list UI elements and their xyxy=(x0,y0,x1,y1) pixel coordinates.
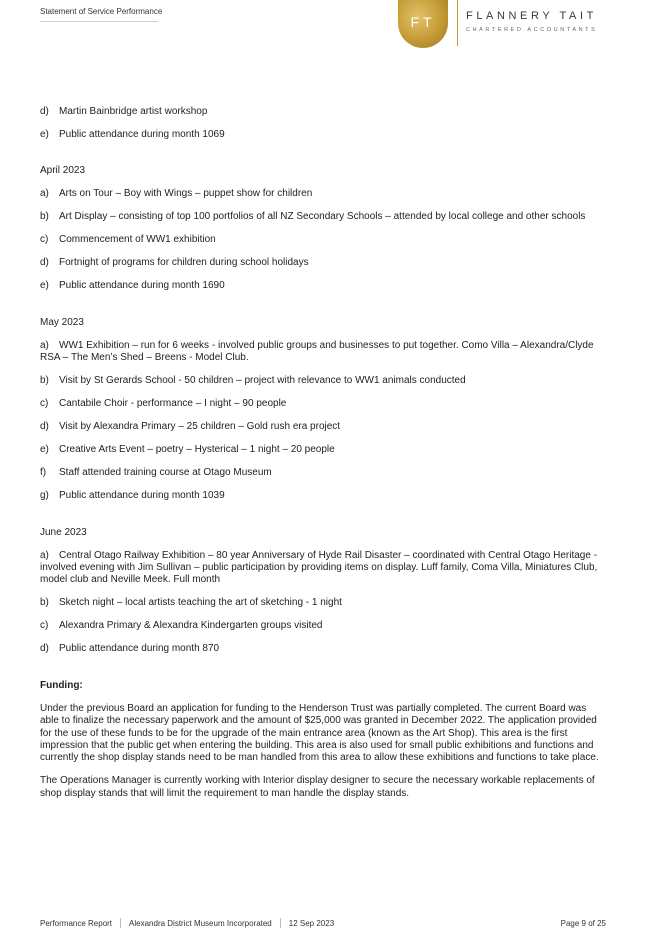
footer-organisation: Alexandra District Museum Incorporated xyxy=(129,918,272,928)
header-divider xyxy=(40,21,158,22)
list-item: d) Visit by Alexandra Primary – 25 children – Gold rush era project xyxy=(40,421,341,433)
list-item: a) Central Otago Railway Exhibition – 80 year Anniversary of Hyde Rail Disaster – coordinated with Central Otago Heritage - involved evening with Jim Sullivan – public participation by providing items on display. Luff family, Coma Villa, Miniatures Club, model club and Neville Meek. Full month xyxy=(40,549,598,586)
list-item: b) Art Display – consisting of top 100 portfolios of all NZ Secondary Schools – attended by local college and other schools xyxy=(40,211,586,223)
list-item: e) Creative Arts Event – poetry – Hysterical – 1 night – 20 people xyxy=(40,444,335,456)
list-item: c) Commencement of WW1 exhibition xyxy=(40,234,216,246)
funding-paragraph: Under the previous Board an application for funding to the Henderson Trust was partially completed. The current Board was able to finalize the necessary paperwork and the amount of $25,000 was granted in December 2022. The application provided for the use of these funds to be for the upgrade of the main entrance area (known as the Art Shop). This area is the first impression that the public get when entering the building. This area is also used for small public exhibitions and functions and currently the shop display stands need to be man handled from this area to allow these exhibitions and functions to take place. xyxy=(40,702,599,764)
list-item: a) WW1 Exhibition – run for 6 weeks - involved public groups and businesses to put together. Como Villa – Alexandra/Clyde RSA – The Men’s Shed – Breens - Model Club. xyxy=(40,339,594,364)
list-item: d) Public attendance during month 870 xyxy=(40,643,220,655)
month-heading: April 2023 xyxy=(40,165,86,177)
list-item: d) Fortnight of programs for children during school holidays xyxy=(40,257,309,269)
footer-date: 12 Sep 2023 xyxy=(288,918,335,928)
month-heading: May 2023 xyxy=(40,316,84,328)
list-item: e) Public attendance during month 1069 xyxy=(40,129,225,140)
logo-divider xyxy=(457,0,458,46)
list-item: b) Sketch night – local artists teaching the art of sketching - 1 night xyxy=(40,597,342,609)
footer-report: Performance Report xyxy=(40,918,113,928)
list-item: c) Cantabile Choir - performance – I night – 90 people xyxy=(40,398,287,410)
month-heading: June 2023 xyxy=(40,526,87,538)
list-item: b) Visit by St Gerards School - 50 children – project with relevance to WW1 animals conducted xyxy=(40,375,466,387)
logo-emblem: FT xyxy=(398,0,448,48)
funding-heading: Funding: xyxy=(40,679,83,691)
funding-paragraph: The Operations Manager is currently working with Interior display designer to secure the necessary workable replacements of shop display stands that will limit the requirement to man handle the display stands. xyxy=(40,775,595,799)
header-title: Statement of Service Performance xyxy=(40,7,163,16)
footer-separator xyxy=(280,918,281,928)
footer-separator xyxy=(120,918,121,928)
list-item: c) Alexandra Primary & Alexandra Kindergarten groups visited xyxy=(40,620,323,632)
list-item: f) Staff attended training course at Otago Museum xyxy=(40,467,272,479)
logo-subtitle: CHARTERED ACCOUNTANTS xyxy=(466,27,598,33)
list-item: a) Arts on Tour – Boy with Wings – puppet show for children xyxy=(40,188,313,200)
list-item: d) Martin Bainbridge artist workshop xyxy=(40,106,208,117)
list-item: e) Public attendance during month 1690 xyxy=(40,280,225,292)
page-number: Page 9 of 25 xyxy=(560,918,606,928)
list-item: g) Public attendance during month 1039 xyxy=(40,490,225,502)
logo-name: FLANNERY TAIT xyxy=(466,10,597,22)
page-footer xyxy=(40,918,606,928)
document-body xyxy=(40,106,606,811)
